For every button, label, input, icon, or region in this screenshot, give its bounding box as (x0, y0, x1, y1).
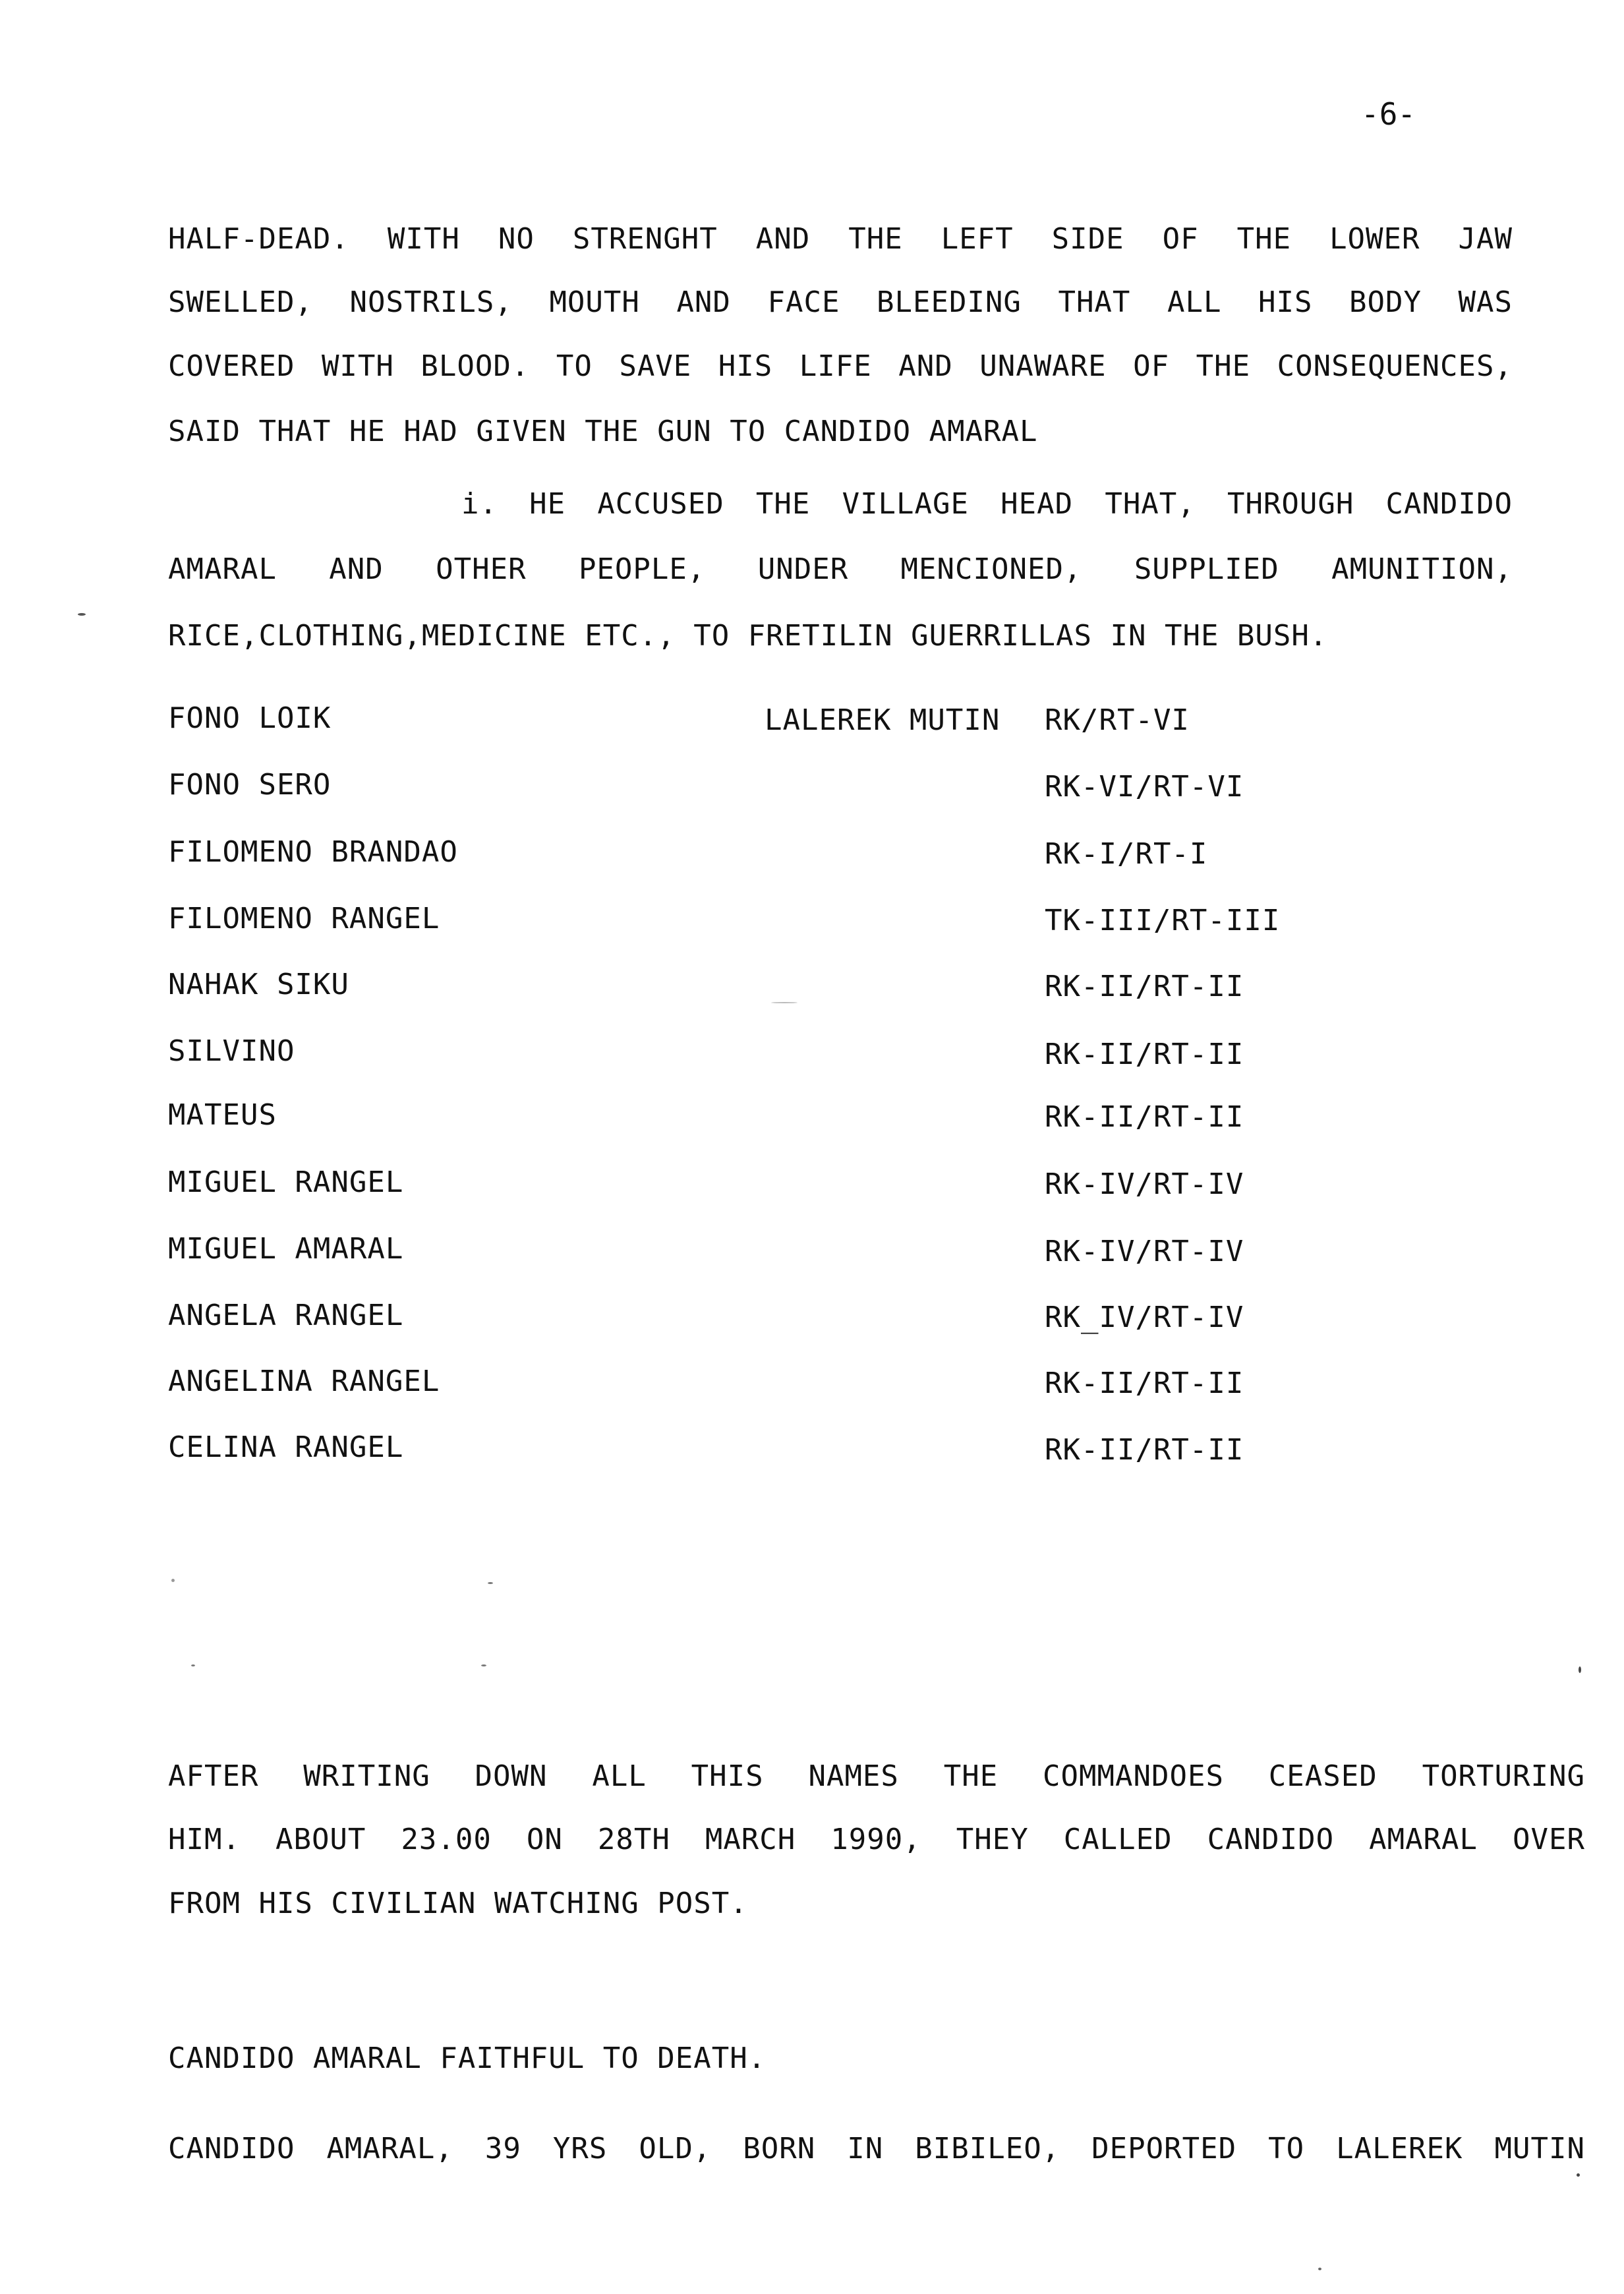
paragraph-line: RICE,CLOTHING,MEDICINE ETC., TO FRETILIN GUERRILLAS IN THE BUSH. (168, 619, 1328, 653)
list-item-code: RK/RT-VI (1045, 703, 1190, 737)
list-item-code: RK-II/RT-II (1045, 1100, 1244, 1134)
list-item-name: FILOMENO BRANDAO (168, 835, 458, 869)
location-label: LALEREK MUTIN (765, 703, 1000, 737)
paragraph-line: HIM. ABOUT 23.00 ON 28TH MARCH 1990, THEY CALLED CANDIDO AMARAL OVER (168, 1823, 1585, 1856)
list-item-name: MIGUEL RANGEL (168, 1165, 404, 1199)
scan-mark (78, 613, 86, 616)
scan-mark (488, 1582, 493, 1584)
paragraph-line: FROM HIS CIVILIAN WATCHING POST. (168, 1887, 748, 1920)
section-heading: CANDIDO AMARAL FAITHFUL TO DEATH. (168, 2042, 767, 2075)
paragraph-line: HALF-DEAD. WITH NO STRENGHT AND THE LEFT SIDE OF THE LOWER JAW (168, 222, 1513, 256)
scan-mark (1577, 2173, 1580, 2177)
list-item-code: RK-I/RT-I (1045, 837, 1208, 871)
scan-mark (481, 1664, 486, 1666)
paragraph-line: і. HE ACCUSED THE VILLAGE HEAD THAT, THROUGH CANDIDO (461, 487, 1513, 521)
list-item-code: RK-II/RT-II (1045, 1038, 1244, 1071)
list-item-code: RK-IV/RT-IV (1045, 1235, 1244, 1268)
list-item-name: MIGUEL AMARAL (168, 1232, 404, 1266)
list-item-name: SILVINO (168, 1034, 295, 1068)
page-number: -6- (1361, 96, 1416, 132)
scan-mark (191, 1664, 195, 1666)
list-item-code: RK-II/RT-II (1045, 1367, 1244, 1400)
list-item-code: RK_IV/RT-IV (1045, 1301, 1244, 1334)
scan-mark (1579, 1666, 1581, 1673)
list-item-code: TK-III/RT-III (1045, 904, 1281, 937)
paragraph-line: AFTER WRITING DOWN ALL THIS NAMES THE COMMANDOES CEASED TORTURING (168, 1759, 1585, 1793)
scan-mark (771, 1002, 798, 1003)
paragraph-line: SAID THAT HE HAD GIVEN THE GUN TO CANDIDO AMARAL (168, 415, 1038, 448)
paragraph-line: SWELLED, NOSTRILS, MOUTH AND FACE BLEEDING THAT ALL HIS BODY WAS (168, 285, 1513, 319)
list-item-name: NAHAK SIKU (168, 968, 349, 1001)
list-item-name: ANGELINA RANGEL (168, 1365, 440, 1398)
list-item-code: RK-II/RT-II (1045, 1433, 1244, 1467)
list-item-name: CELINA RANGEL (168, 1430, 404, 1464)
list-item-name: FILOMENO RANGEL (168, 902, 440, 935)
list-item-name: ANGELA RANGEL (168, 1299, 404, 1332)
paragraph-line: CANDIDO AMARAL, 39 YRS OLD, BORN IN BIBILEO, DEPORTED TO LALEREK MUTIN (168, 2132, 1585, 2165)
scan-mark (1318, 2268, 1321, 2270)
list-item-code: RK-IV/RT-IV (1045, 1167, 1244, 1201)
list-item-name: FONO SERO (168, 768, 332, 802)
paragraph-line: COVERED WITH BLOOD. TO SAVE HIS LIFE AND UNAWARE OF THE CONSEQUENCES, (168, 349, 1513, 383)
scan-mark (171, 1579, 175, 1582)
list-item-name: MATEUS (168, 1098, 277, 1132)
list-item-code: RK-VI/RT-VI (1045, 770, 1244, 804)
paragraph-line: AMARAL AND OTHER PEOPLE, UNDER MENCIONED, SUPPLIED AMUNITION, (168, 552, 1513, 586)
list-item-code: RK-II/RT-II (1045, 970, 1244, 1003)
list-item-name: FONO LOIK (168, 701, 332, 735)
